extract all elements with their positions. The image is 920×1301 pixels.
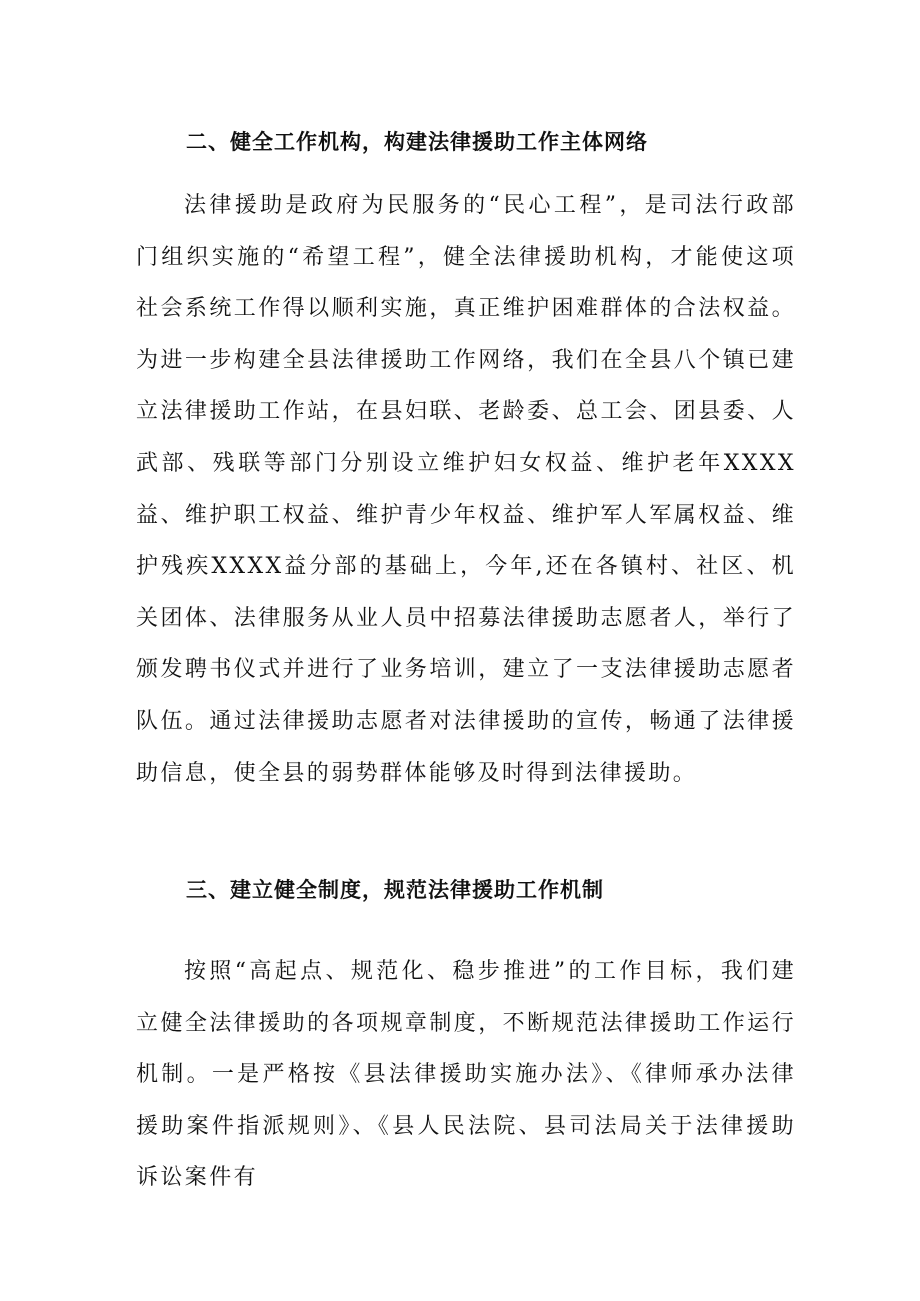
section-two-paragraph: 法律援助是政府为民服务的“民心工程”，是司法行政部门组织实施的“希望工程”，健全法律援助机构，才能使这项社会系统工作得以顺利实施，真正维护困难群体的合法权益。为进一步构建全县法律援助工作网络，我们在全县八个镇已建立法律援助工作站，在县妇联、老龄委、总工会、团县委、人武部、残联等部门分别设立维护妇女权益、维护老年XXXX益、维护职工权益、维护青少年权益、维护军人军属权益、维护残疾XXXX益分部的基础上，今年,还在各镇村、社区、机关团体、法律服务从业人员中招募法律援助志愿者人，举行了颁发聘书仪式并进行了业务培训，建立了一支法律援助志愿者队伍。通过法律援助志愿者对法律援助的宣传，畅通了法律援助信息，使全县的弱势群体能够及时得到法律援助。 (136, 193, 796, 786)
section-three-paragraph: 按照“高起点、规范化、稳步推进”的工作目标，我们建立健全法律援助的各项规章制度，不断规范法律援助工作运行机制。一是严格按《县法律援助实施办法》、《律师承办法律援助案件指派规则》、《县人民法院、县司法局关于法律援助诉讼案件有 (136, 959, 796, 1191)
section-heading-three: 三、建立健全制度，规范法律援助工作机制 (186, 878, 604, 902)
section-heading-two: 二、健全工作机构，构建法律援助工作主体网络 (186, 130, 648, 154)
